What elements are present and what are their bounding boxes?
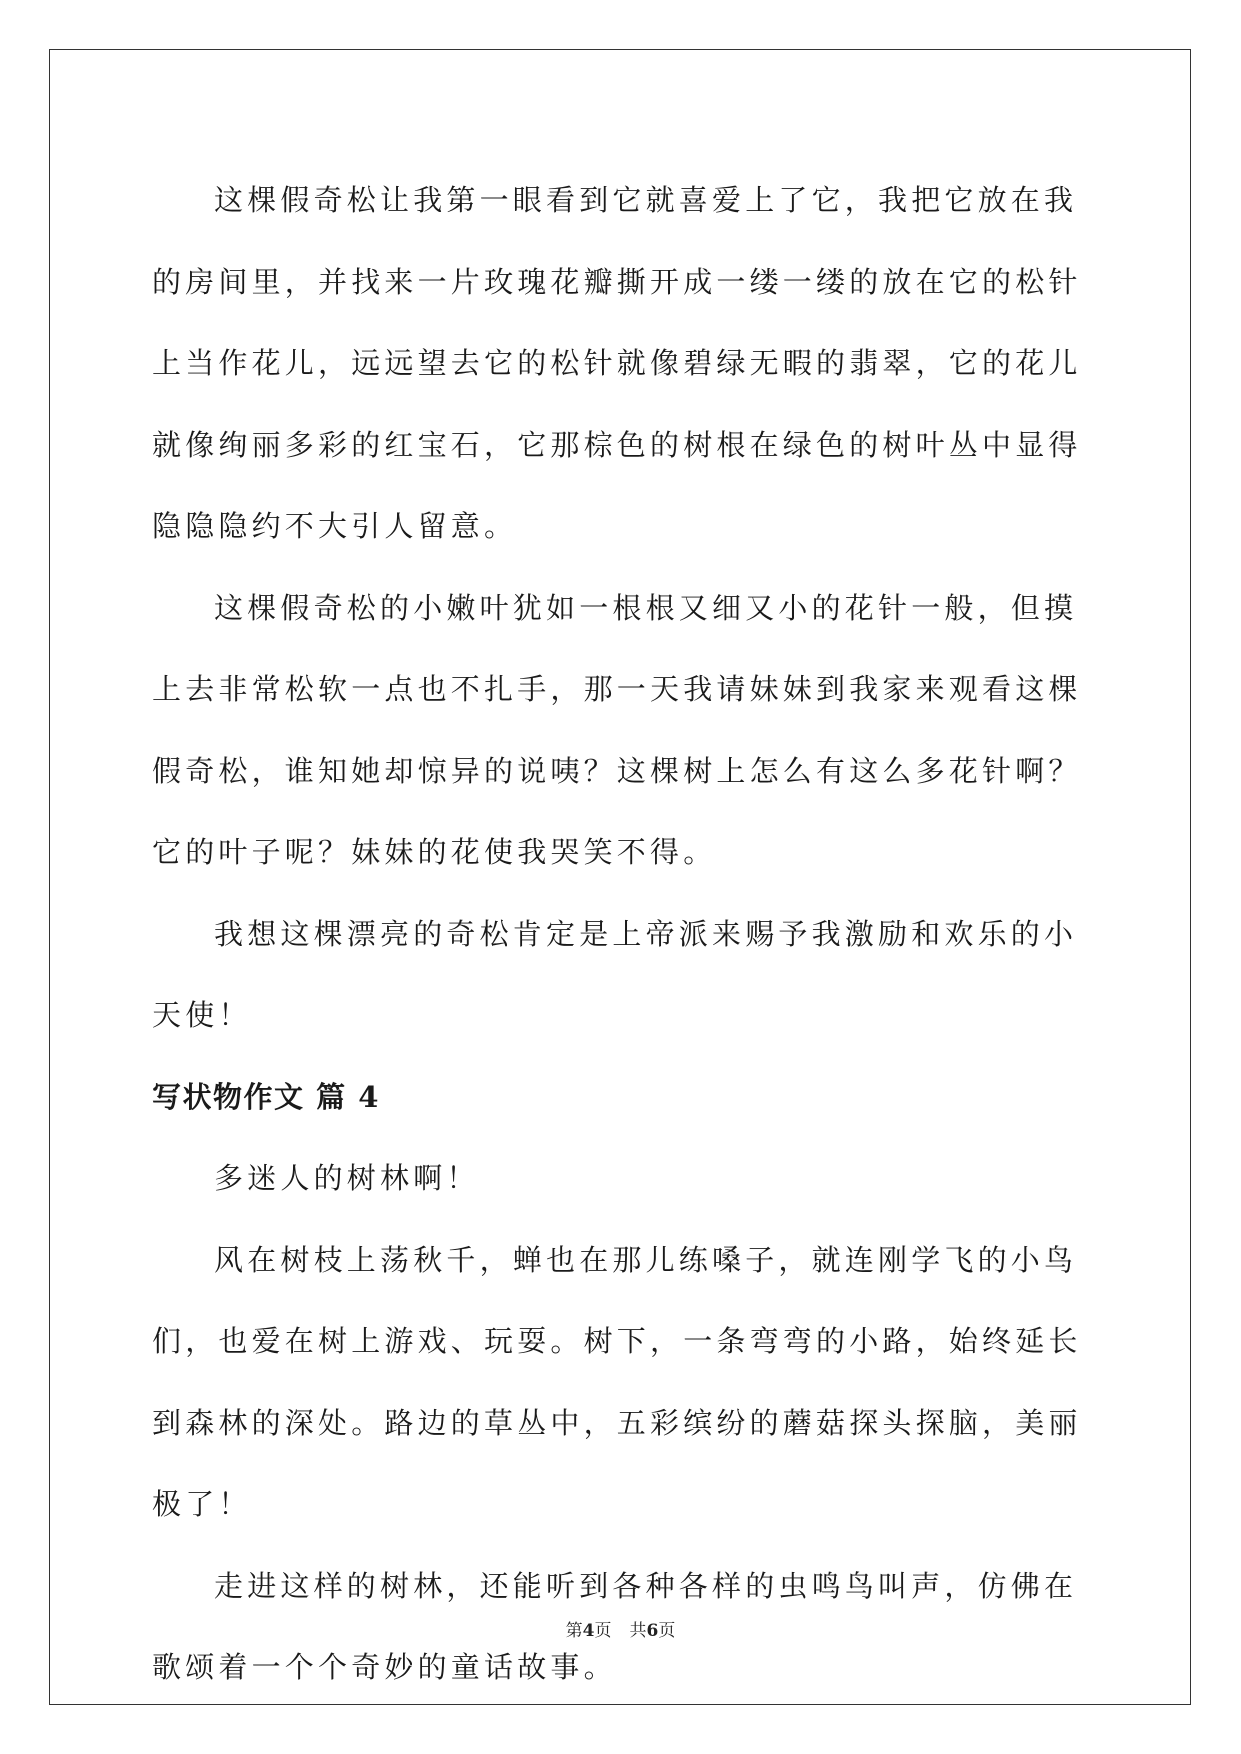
- page-footer: [0, 1616, 1241, 1641]
- footer-page-label: 页: [594, 1621, 612, 1641]
- current-page-number: 4: [582, 1621, 595, 1641]
- footer-total-prefix: 共: [629, 1621, 647, 1641]
- paragraph: 走进这样的树林，还能听到各种各样的虫鸣鸟叫声，仿佛在歌颂着一个个奇妙的童话故事。: [152, 1568, 1078, 1684]
- section-heading: 写状物作文 篇 4: [152, 1079, 380, 1114]
- total-pages-number: 6: [646, 1621, 659, 1641]
- paragraph: 这棵假奇松让我第一眼看到它就喜爱上了它，我把它放在我的房间里，并找来一片玫瑰花瓣撕开成一缕一缕的放在它的松针上当作花儿，远远望去它的松针就像碧绿无暇的翡翠，它的花儿就像绚丽多彩的红宝石，它那棕色的树根在绿色的树叶丛中显得隐隐隐约不大引人留意。: [152, 183, 1082, 543]
- paragraph: 多迷人的树林啊！: [214, 1161, 480, 1195]
- document-body: [152, 160, 1092, 1709]
- paragraph: 我想这棵漂亮的奇松肯定是上帝派来赐予我激励和欢乐的小天使！: [152, 916, 1078, 1032]
- footer-prefix: 第: [565, 1621, 583, 1641]
- paragraph: 这棵假奇松的小嫩叶犹如一根根又细又小的花针一般，但摸上去非常松软一点也不扎手，那一天我请妹妹到我家来观看这棵假奇松，谁知她却惊异的说咦？这棵树上怎么有这么多花针啊？它的叶子呢？妹妹的花使我哭笑不得。: [152, 590, 1082, 869]
- paragraph: 风在树枝上荡秋千，蝉也在那儿练嗓子，就连刚学飞的小鸟们，也爱在树上游戏、玩耍。树下，一条弯弯的小路，始终延长到森林的深处。路边的草丛中，五彩缤纷的蘑菇探头探脑，美丽极了！: [152, 1242, 1082, 1521]
- footer-total-label: 页: [658, 1621, 676, 1641]
